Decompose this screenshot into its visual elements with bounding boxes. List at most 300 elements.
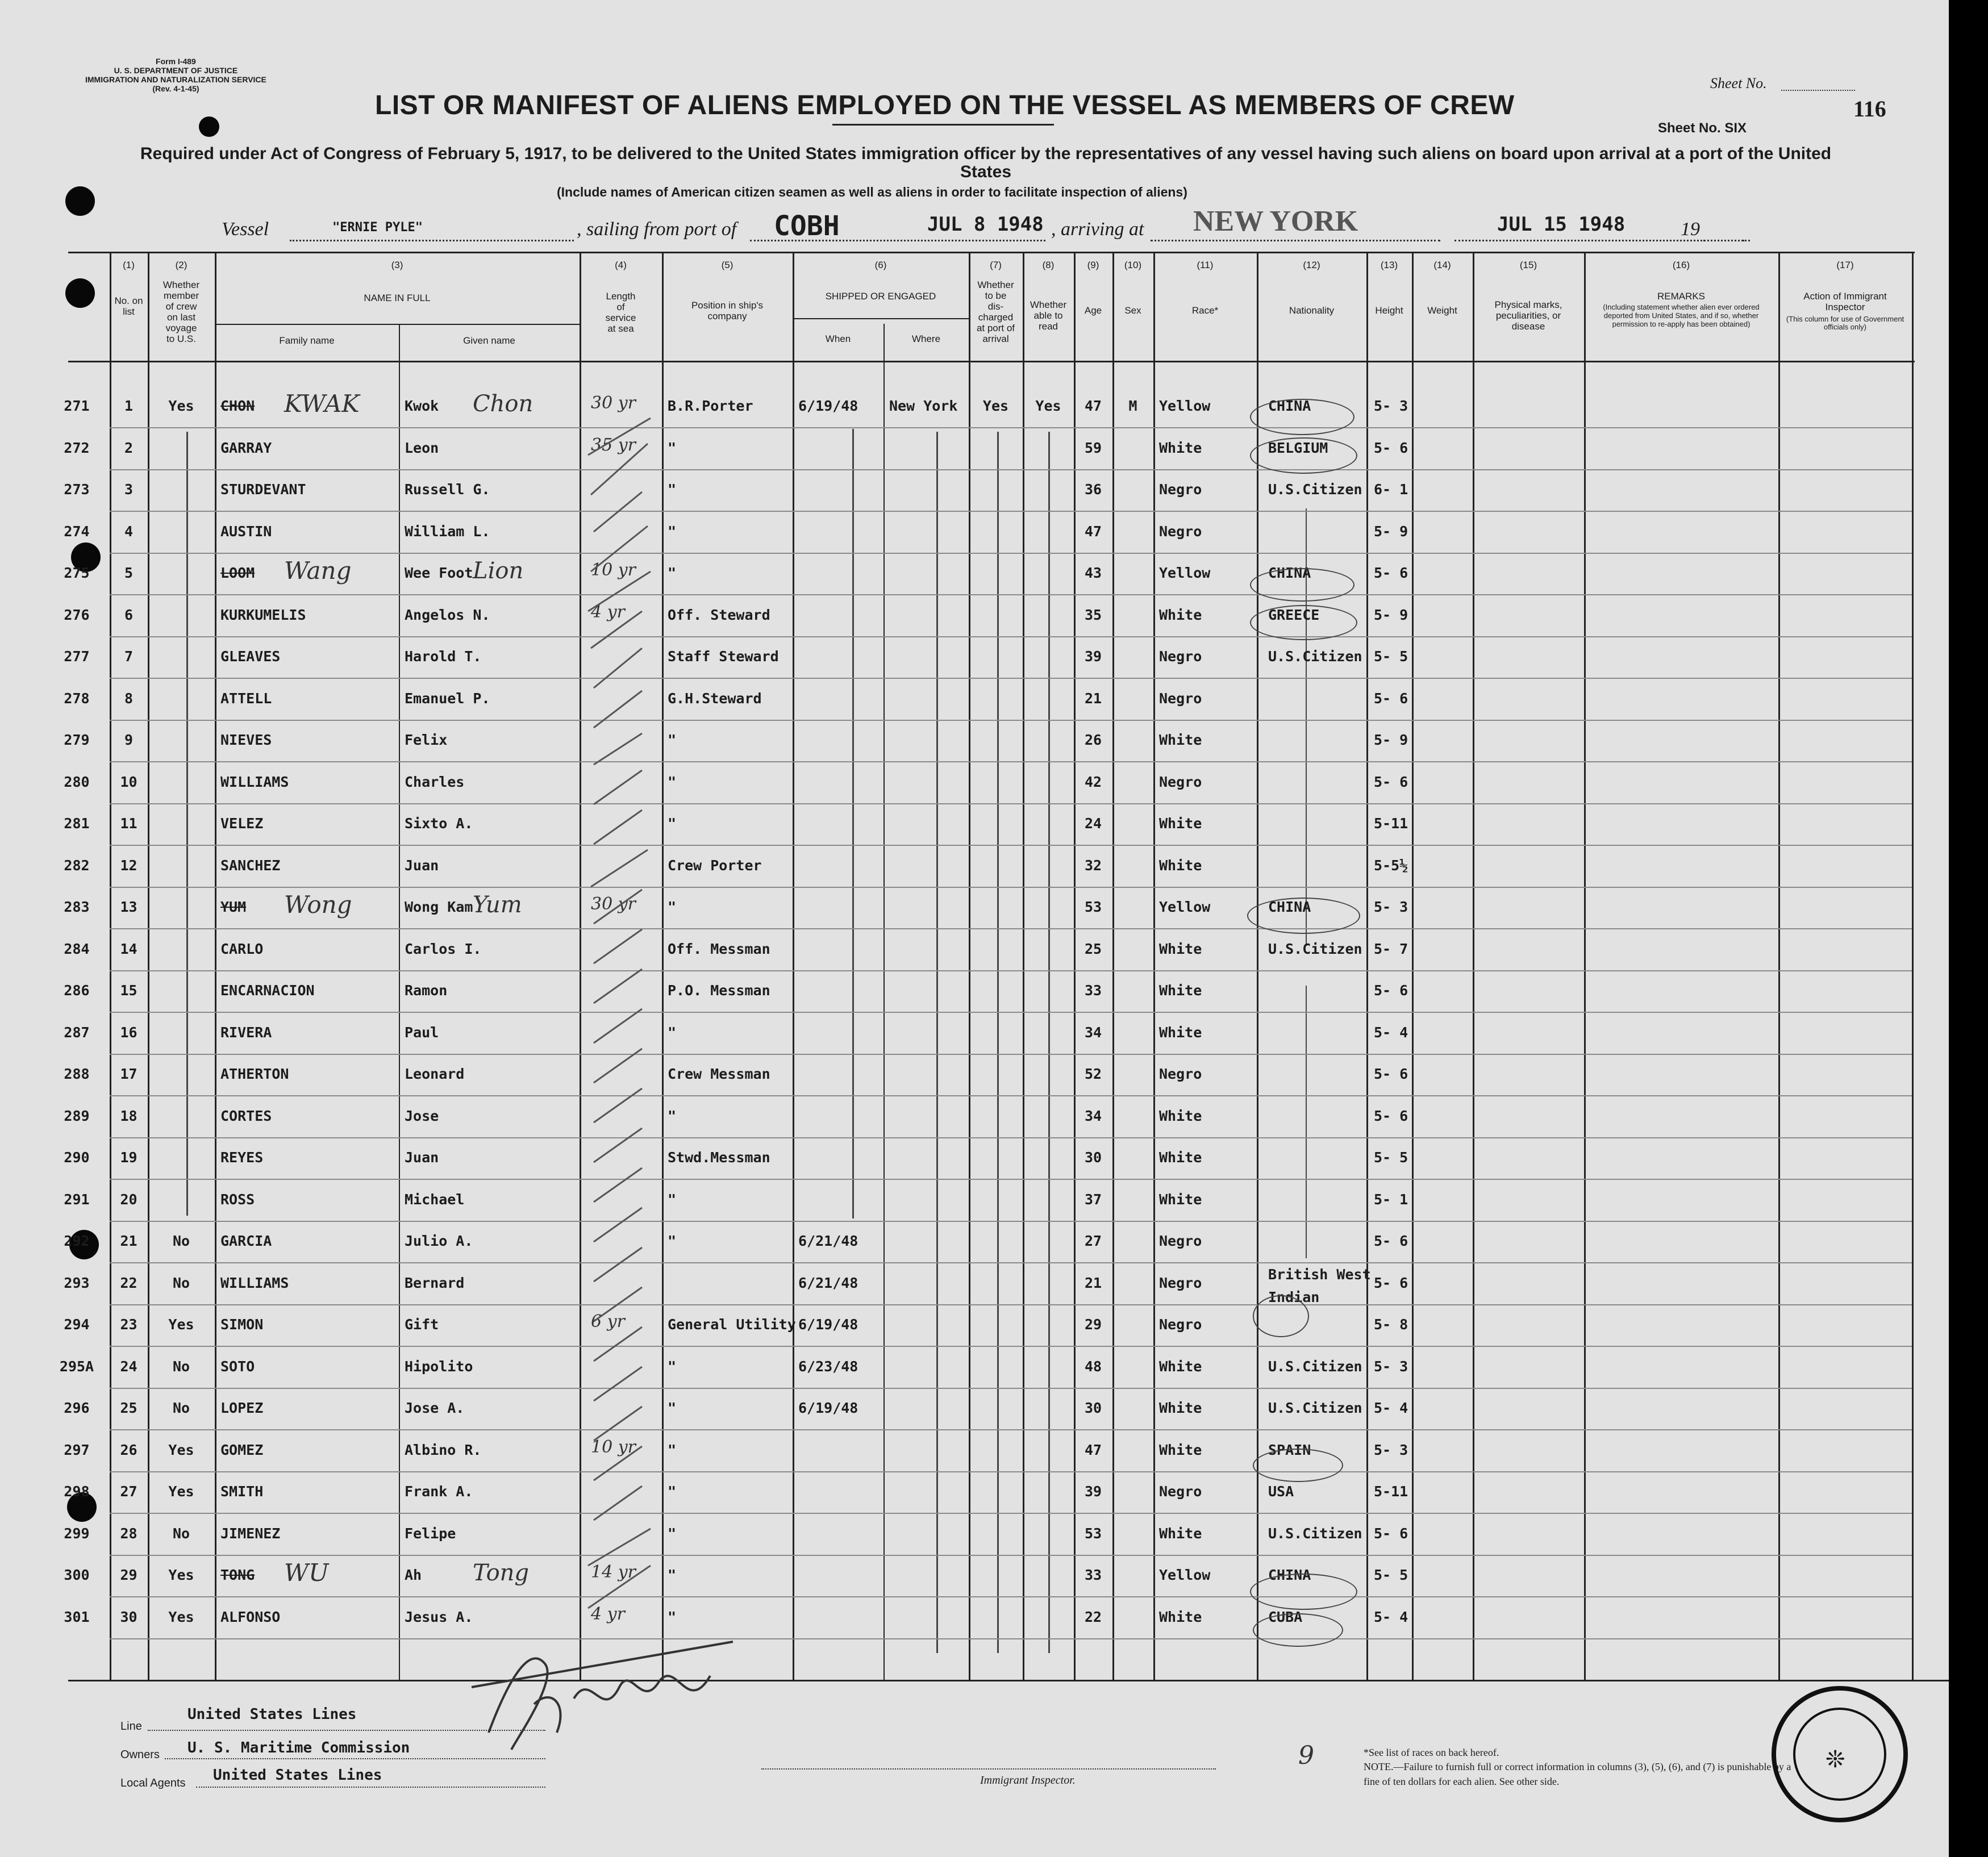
sheet-number-stamp: Sheet No. SIX <box>1658 120 1747 136</box>
position: Stwd.Messman <box>668 1149 770 1166</box>
race: Yellow <box>1159 398 1211 414</box>
list-number: 8 <box>124 690 134 707</box>
position: " <box>668 523 677 540</box>
length-of-service: 4 yr <box>591 602 625 622</box>
races-note: *See list of races on back hereof. <box>1364 1747 1499 1758</box>
family-name: KURKUMELIS <box>220 607 306 623</box>
race: Negro <box>1159 1275 1202 1291</box>
race: White <box>1159 982 1202 999</box>
row-rule <box>110 970 1912 971</box>
line-value: United States Lines <box>187 1706 357 1723</box>
row-rule <box>110 427 1912 428</box>
race: White <box>1159 1358 1202 1375</box>
age: 39 <box>1084 1483 1102 1500</box>
list-number: 30 <box>120 1609 137 1625</box>
row-rule <box>110 1262 1912 1263</box>
crew-member-flag: No <box>172 1233 190 1249</box>
age: 21 <box>1084 1275 1102 1291</box>
height: 5- 6 <box>1374 982 1408 999</box>
row-rule <box>110 845 1912 846</box>
line-label: Line <box>120 1720 142 1733</box>
height: 5- 3 <box>1374 1358 1408 1375</box>
table-row <box>0 481 1949 523</box>
given-name: Juan <box>405 1149 439 1166</box>
position: " <box>668 1567 677 1583</box>
nationality-circle <box>1253 1449 1343 1482</box>
table-row <box>0 1483 1949 1525</box>
family-name: RIVERA <box>220 1024 272 1041</box>
given-name-correction: Lion <box>473 558 524 584</box>
list-number: 12 <box>120 857 137 874</box>
row-rule <box>110 511 1912 512</box>
row-rule <box>110 1429 1912 1430</box>
page-row-number: 281 <box>64 815 90 832</box>
family-name: WILLIAMS <box>220 1275 289 1291</box>
form-identifier <box>85 57 266 93</box>
family-name: GOMEZ <box>220 1442 264 1458</box>
family-name: LOOM <box>220 565 255 581</box>
height: 5- 1 <box>1374 1191 1408 1208</box>
list-number: 3 <box>124 481 134 498</box>
race: Negro <box>1159 1233 1202 1249</box>
column-header-given: Given name <box>463 335 515 346</box>
page-row-number: 274 <box>64 523 90 540</box>
position: " <box>668 815 677 832</box>
height: 5- 3 <box>1374 1442 1408 1458</box>
length-of-service: 4 yr <box>591 1604 625 1624</box>
revision: (Rev. 4-1-45) <box>152 84 199 93</box>
position: B.R.Porter <box>668 398 753 414</box>
position: " <box>668 774 677 790</box>
list-number: 14 <box>120 941 137 957</box>
owners-field-line <box>165 1758 545 1759</box>
age: 25 <box>1084 941 1102 957</box>
position: " <box>668 1108 677 1124</box>
nationality: CHINA <box>1268 565 1311 581</box>
page-row-number: 284 <box>64 941 90 957</box>
height: 5- 9 <box>1374 523 1408 540</box>
failure-note: NOTE.—Failure to furnish full or correct information in columns (3), (5), (6), and (7) is punishable by a fine of ten dollars for each alien. See other side. <box>1364 1761 1791 1787</box>
age: 30 <box>1084 1400 1102 1416</box>
family-name: GARCIA <box>220 1233 272 1249</box>
age: 24 <box>1084 815 1102 832</box>
list-number: 2 <box>124 440 134 456</box>
nationality: CHINA <box>1268 398 1311 414</box>
list-number: 16 <box>120 1024 137 1041</box>
nationality: U.S.Citizen <box>1268 1400 1362 1416</box>
row-rule <box>110 761 1912 762</box>
column-number: (16) <box>1672 260 1690 270</box>
age: 37 <box>1084 1191 1102 1208</box>
page-row-number: 282 <box>64 857 90 874</box>
row-rule <box>110 1012 1912 1013</box>
age: 29 <box>1084 1316 1102 1333</box>
age: 47 <box>1084 398 1102 414</box>
given-name: Carlos I. <box>405 941 482 957</box>
shipped-when: 6/21/48 <box>798 1275 858 1291</box>
given-name: Russell G. <box>405 481 490 498</box>
page-row-number: 300 <box>64 1567 90 1583</box>
age: 59 <box>1084 440 1102 456</box>
height: 5- 4 <box>1374 1400 1408 1416</box>
table-row <box>0 1437 1949 1483</box>
page-title: LIST OR MANIFEST OF ALIENS EMPLOYED ON THE VESSEL AS MEMBERS OF CREW <box>375 90 1515 120</box>
race: White <box>1159 1442 1202 1458</box>
position: Staff Steward <box>668 648 779 665</box>
height: 5- 6 <box>1374 1525 1408 1542</box>
table-row <box>0 1400 1949 1441</box>
page-row-number: 275 <box>64 565 90 581</box>
family-name: CARLO <box>220 941 264 957</box>
row-rule <box>110 553 1912 554</box>
nationality-circle <box>1250 568 1354 602</box>
given-name: Gift <box>405 1316 439 1333</box>
nationality: U.S.Citizen <box>1268 648 1362 665</box>
nationality: U.S.Citizen <box>1268 941 1362 957</box>
given-name: Angelos N. <box>405 607 490 623</box>
family-name: STURDEVANT <box>220 481 306 498</box>
page-row-number: 283 <box>64 899 90 915</box>
vessel-line <box>290 240 574 241</box>
age: 43 <box>1084 565 1102 581</box>
page-row-number: 301 <box>64 1609 90 1625</box>
position: " <box>668 1358 677 1375</box>
race: White <box>1159 1609 1202 1625</box>
column-header-position: Position in ship's company <box>691 300 764 322</box>
list-number: 19 <box>120 1149 137 1166</box>
family-name: YUM <box>220 899 247 915</box>
race: Negro <box>1159 774 1202 790</box>
list-number: 24 <box>120 1358 137 1375</box>
table-row <box>0 390 1949 439</box>
nationality-circle <box>1247 898 1360 934</box>
height: 5- 4 <box>1374 1609 1408 1625</box>
column-header-name: NAME IN FULL <box>364 293 431 303</box>
subheader-divider <box>793 318 969 319</box>
nationality: CUBA <box>1268 1609 1303 1625</box>
column-header-race: Race* <box>1191 305 1219 316</box>
height: 5- 6 <box>1374 440 1408 456</box>
nationality: SPAIN <box>1268 1442 1311 1458</box>
given-name: Julio A. <box>405 1233 473 1249</box>
nationality: BELGIUM <box>1268 440 1328 456</box>
department: U. S. DEPARTMENT OF JUSTICE <box>114 66 238 75</box>
given-name: Jose <box>405 1108 439 1124</box>
column-header-family: Family name <box>279 335 335 346</box>
column-header-where: Where <box>911 333 941 344</box>
family-name: CHON <box>220 398 255 414</box>
race: Negro <box>1159 690 1202 707</box>
given-name: Michael <box>405 1191 465 1208</box>
given-name: Juan <box>405 857 439 874</box>
position: P.O. Messman <box>668 982 770 999</box>
list-number: 17 <box>120 1066 137 1082</box>
sheet-number-label: Sheet No. <box>1710 75 1767 91</box>
title-underline <box>832 124 1054 126</box>
nationality-circle <box>1253 1613 1343 1647</box>
family-name: JIMENEZ <box>220 1525 281 1542</box>
crew-member-flag: Yes <box>168 1609 194 1625</box>
page-row-number: 272 <box>64 440 90 456</box>
given-name: Ramon <box>405 982 448 999</box>
year-prefix: 19 <box>1681 219 1700 240</box>
row-rule <box>110 1054 1912 1055</box>
agents-label: Local Agents <box>120 1777 186 1789</box>
column-header-action-note: (This column for use of Government officials only) <box>1786 315 1904 331</box>
table-row <box>0 1358 1949 1400</box>
length-of-service: 35 yr <box>591 435 636 455</box>
height: 5- 6 <box>1374 1066 1408 1082</box>
departure-date: JUL 8 1948 <box>927 213 1044 236</box>
race: Negro <box>1159 1483 1202 1500</box>
arrival-port: NEW YORK <box>1193 205 1358 237</box>
column-header-discharged: Whether to be dis- charged at port of arrival <box>976 279 1015 344</box>
crew-member-flag: No <box>172 1400 190 1416</box>
list-number: 9 <box>124 732 134 748</box>
nationality: U.S.Citizen <box>1268 1358 1362 1375</box>
race: Negro <box>1159 1066 1202 1082</box>
arrival-date: JUL 15 1948 <box>1497 213 1626 236</box>
inspector-label: Immigrant Inspector. <box>980 1774 1076 1787</box>
position: " <box>668 1609 677 1625</box>
crew-member-flag: Yes <box>168 1567 194 1583</box>
given-name: Kwok <box>405 398 439 414</box>
given-name: Bernard <box>405 1275 465 1291</box>
row-rule <box>110 636 1912 637</box>
height: 5- 6 <box>1374 1275 1408 1291</box>
position: " <box>668 1400 677 1416</box>
row-rule <box>110 1638 1912 1639</box>
given-name: Hipolito <box>405 1358 473 1375</box>
family-name: GLEAVES <box>220 648 281 665</box>
table-row <box>0 941 1949 982</box>
family-name-correction: KWAK <box>284 390 360 418</box>
age: 39 <box>1084 648 1102 665</box>
column-header-sex: Sex <box>1124 305 1141 316</box>
position: " <box>668 1024 677 1041</box>
row-rule <box>110 469 1912 470</box>
list-number: 25 <box>120 1400 137 1416</box>
crew-member-flag: Yes <box>168 1483 194 1500</box>
table-row <box>0 1149 1949 1191</box>
row-rule <box>110 720 1912 721</box>
column-header-height: Height <box>1375 305 1403 316</box>
race: Yellow <box>1159 899 1211 915</box>
page-row-number: 278 <box>64 690 90 707</box>
column-header-shipped: SHIPPED OR ENGAGED <box>825 291 936 302</box>
given-name: Frank A. <box>405 1483 473 1500</box>
age: 53 <box>1084 1525 1102 1542</box>
list-number: 22 <box>120 1275 137 1291</box>
race: White <box>1159 1525 1202 1542</box>
page-row-number: 277 <box>64 648 90 665</box>
table-row <box>0 1559 1949 1608</box>
table-row <box>0 690 1949 732</box>
read-flag: Yes <box>1035 398 1061 414</box>
page-row-number: 287 <box>64 1024 90 1041</box>
given-name: Paul <box>405 1024 439 1041</box>
column-header-action: Action of Immigrant Inspector <box>1803 291 1887 312</box>
position: " <box>668 732 677 748</box>
nationality: U.S.Citizen <box>1268 481 1362 498</box>
age: 47 <box>1084 1442 1102 1458</box>
position: Crew Porter <box>668 857 762 874</box>
column-number: (11) <box>1197 260 1214 270</box>
race: Negro <box>1159 523 1202 540</box>
family-name: CORTES <box>220 1108 272 1124</box>
position: " <box>668 1525 677 1542</box>
table-row <box>0 1312 1949 1358</box>
position: Crew Messman <box>668 1066 770 1082</box>
list-number: 26 <box>120 1442 137 1458</box>
height: 5- 9 <box>1374 607 1408 623</box>
age: 21 <box>1084 690 1102 707</box>
family-name: SMITH <box>220 1483 264 1500</box>
position: " <box>668 1483 677 1500</box>
page-row-number: 298 <box>64 1483 90 1500</box>
shipped-when: 6/21/48 <box>798 1233 858 1249</box>
column-number: (13) <box>1380 260 1398 270</box>
race: White <box>1159 1191 1202 1208</box>
family-name: TONG <box>220 1567 255 1583</box>
nationality-circle <box>1253 1295 1309 1337</box>
height: 5- 3 <box>1374 398 1408 414</box>
page-row-number: 296 <box>64 1400 90 1416</box>
race: White <box>1159 1149 1202 1166</box>
column-header-nationality: Nationality <box>1289 305 1335 316</box>
punch-hole <box>65 278 95 308</box>
subheader-divider <box>215 324 580 325</box>
list-number: 23 <box>120 1316 137 1333</box>
height: 5- 6 <box>1374 565 1408 581</box>
seal-emblem: ❊ <box>1826 1739 1845 1775</box>
row-rule <box>110 928 1912 929</box>
age: 36 <box>1084 481 1102 498</box>
age: 34 <box>1084 1024 1102 1041</box>
list-number: 5 <box>124 565 134 581</box>
given-name: Felipe <box>405 1525 456 1542</box>
header-divider <box>68 361 1915 362</box>
discharged-flag: Yes <box>982 398 1009 414</box>
column-header-when: When <box>825 333 851 344</box>
row-rule <box>110 803 1912 804</box>
race: White <box>1159 941 1202 957</box>
row-rule <box>110 887 1912 888</box>
height: 5- 5 <box>1374 1567 1408 1583</box>
column-number: (2) <box>175 260 187 270</box>
age: 30 <box>1084 1149 1102 1166</box>
list-number: 13 <box>120 899 137 915</box>
height: 5- 4 <box>1374 1024 1408 1041</box>
family-name: AUSTIN <box>220 523 272 540</box>
age: 42 <box>1084 774 1102 790</box>
page-row-number: 276 <box>64 607 90 623</box>
age: 47 <box>1084 523 1102 540</box>
column-number: (6) <box>874 260 887 270</box>
age: 52 <box>1084 1066 1102 1082</box>
list-number: 20 <box>120 1191 137 1208</box>
nationality: U.S.Citizen <box>1268 1525 1362 1542</box>
column-number: (4) <box>615 260 627 270</box>
owners-value: U. S. Maritime Commission <box>187 1739 410 1756</box>
table-row <box>0 602 1949 648</box>
arrival-line <box>1151 240 1440 241</box>
position: G.H.Steward <box>668 690 762 707</box>
table-row <box>0 1066 1949 1107</box>
nationality-circle <box>1250 1574 1357 1610</box>
table-row <box>0 1604 1949 1650</box>
height: 5- 6 <box>1374 690 1408 707</box>
column-header-age: Age <box>1084 305 1102 316</box>
given-name: Emanuel P. <box>405 690 490 707</box>
position: Off. Steward <box>668 607 770 623</box>
nationality: CHINA <box>1268 1567 1311 1583</box>
table-row <box>0 1233 1949 1274</box>
age: 33 <box>1084 982 1102 999</box>
race: White <box>1159 1024 1202 1041</box>
list-number: 29 <box>120 1567 137 1583</box>
column-number: (15) <box>1519 260 1537 270</box>
family-name: REYES <box>220 1149 264 1166</box>
length-of-service: 6 yr <box>591 1312 625 1332</box>
shipped-when: 6/23/48 <box>798 1358 858 1375</box>
height: 5- 6 <box>1374 774 1408 790</box>
agents-value: United States Lines <box>213 1767 382 1784</box>
nationality: GREECE <box>1268 607 1320 623</box>
given-name: Wong Kam <box>405 899 473 915</box>
line-field-line <box>148 1730 545 1731</box>
given-name: Harold T. <box>405 648 482 665</box>
given-name-correction: Chon <box>473 391 534 417</box>
race: White <box>1159 857 1202 874</box>
given-name: Wee Foot <box>405 565 473 581</box>
given-name: Ah <box>405 1567 422 1583</box>
length-of-service: 10 yr <box>591 560 636 580</box>
position: " <box>668 440 677 456</box>
crew-member-flag: Yes <box>168 1316 194 1333</box>
page-row-number: 299 <box>64 1525 90 1542</box>
race: Negro <box>1159 481 1202 498</box>
page-row-number: 294 <box>64 1316 90 1333</box>
inspector-line <box>761 1768 1216 1770</box>
family-name: SIMON <box>220 1316 264 1333</box>
height: 5- 9 <box>1374 732 1408 748</box>
sailing-label: , sailing from port of <box>577 219 737 240</box>
list-number: 6 <box>124 607 134 623</box>
row-rule <box>110 1179 1912 1180</box>
page-row-number: 286 <box>64 982 90 999</box>
nationality: British West Indian <box>1268 1266 1371 1305</box>
race: Negro <box>1159 648 1202 665</box>
position: General Utility <box>668 1316 796 1333</box>
row-rule <box>110 594 1912 595</box>
nationality: USA <box>1268 1483 1294 1500</box>
table-row <box>0 815 1949 857</box>
given-name: Jesus A. <box>405 1609 473 1625</box>
list-number: 18 <box>120 1108 137 1124</box>
column-number: (12) <box>1303 260 1320 270</box>
table-row <box>0 732 1949 773</box>
family-name: ATTELL <box>220 690 272 707</box>
crew-member-flag: No <box>172 1275 190 1291</box>
family-name: SOTO <box>220 1358 255 1375</box>
column-number: (3) <box>391 260 403 270</box>
age: 48 <box>1084 1358 1102 1375</box>
race: White <box>1159 607 1202 623</box>
family-name: VELEZ <box>220 815 264 832</box>
shipped-when: 6/19/48 <box>798 398 858 414</box>
length-of-service: 30 yr <box>591 894 636 914</box>
